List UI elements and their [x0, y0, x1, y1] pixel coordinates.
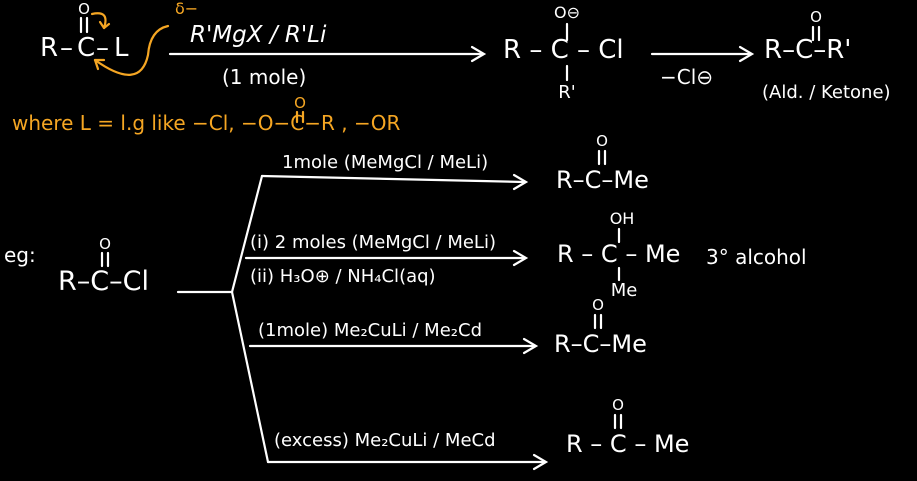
branch-1-product-oxygen: O [596, 132, 608, 150]
leaving-group-text: where L = l.g like −Cl, −O−C−R , −OR [12, 111, 401, 135]
example-substrate-oxygen: O [99, 235, 111, 253]
example-substrate-formula: R–C–Cl [58, 266, 149, 297]
branch-3-reagent: (1mole) Me₂CuLi / Me₂Cd [258, 320, 482, 341]
intermediate-core: R – C – Cl [503, 35, 624, 65]
elimination-label: −Cl⊖ [660, 65, 714, 89]
branch-1-product: R–C–Me [556, 166, 649, 194]
leaving-group-oxygen: O [294, 94, 306, 112]
substrate-leaving-group: L [114, 33, 129, 63]
branch-2-methyl: Me [610, 280, 638, 301]
example-label: eg: [4, 243, 36, 267]
substrate-carbon: C [77, 33, 96, 63]
branch-4-reagent: (excess) Me₂CuLi / MeCd [274, 430, 496, 451]
substrate-dash-2: – [96, 33, 109, 63]
branch-2-reagent-step-1: (i) 2 moles (MeMgCl / MeLi) [250, 232, 496, 253]
general-amount: (1 mole) [222, 65, 307, 89]
branch-2-hydroxyl: OH [609, 209, 635, 228]
product-class-note: (Ald. / Ketone) [762, 82, 891, 103]
general-product-formula: R–C–R' [764, 35, 852, 65]
branch-4-product-oxygen: O [612, 396, 624, 414]
general-reagent: R'MgX / R'Li [190, 22, 327, 48]
branch-3-product: R–C–Me [554, 330, 647, 358]
intermediate-r-prime: R' [558, 82, 576, 103]
branch-1-reagent: 1mole (MeMgCl / MeLi) [282, 152, 489, 173]
substrate-carbonyl-oxygen: O [78, 0, 90, 18]
product-oxygen: O [810, 8, 822, 26]
tertiary-alcohol-note: 3° alcohol [706, 245, 807, 269]
partial-negative-charge: δ− [175, 0, 199, 18]
substrate-r: R [40, 33, 59, 63]
branch-2-product: R – C – Me [557, 240, 681, 268]
intermediate-oxide: O⊖ [554, 3, 580, 22]
branch-4-product: R – C – Me [566, 430, 690, 458]
branch-2-reagent-step-2: (ii) H₃O⊕ / NH₄Cl(aq) [250, 266, 436, 287]
branch-3-product-oxygen: O [592, 296, 604, 314]
substrate-dash-1: – [60, 33, 73, 63]
